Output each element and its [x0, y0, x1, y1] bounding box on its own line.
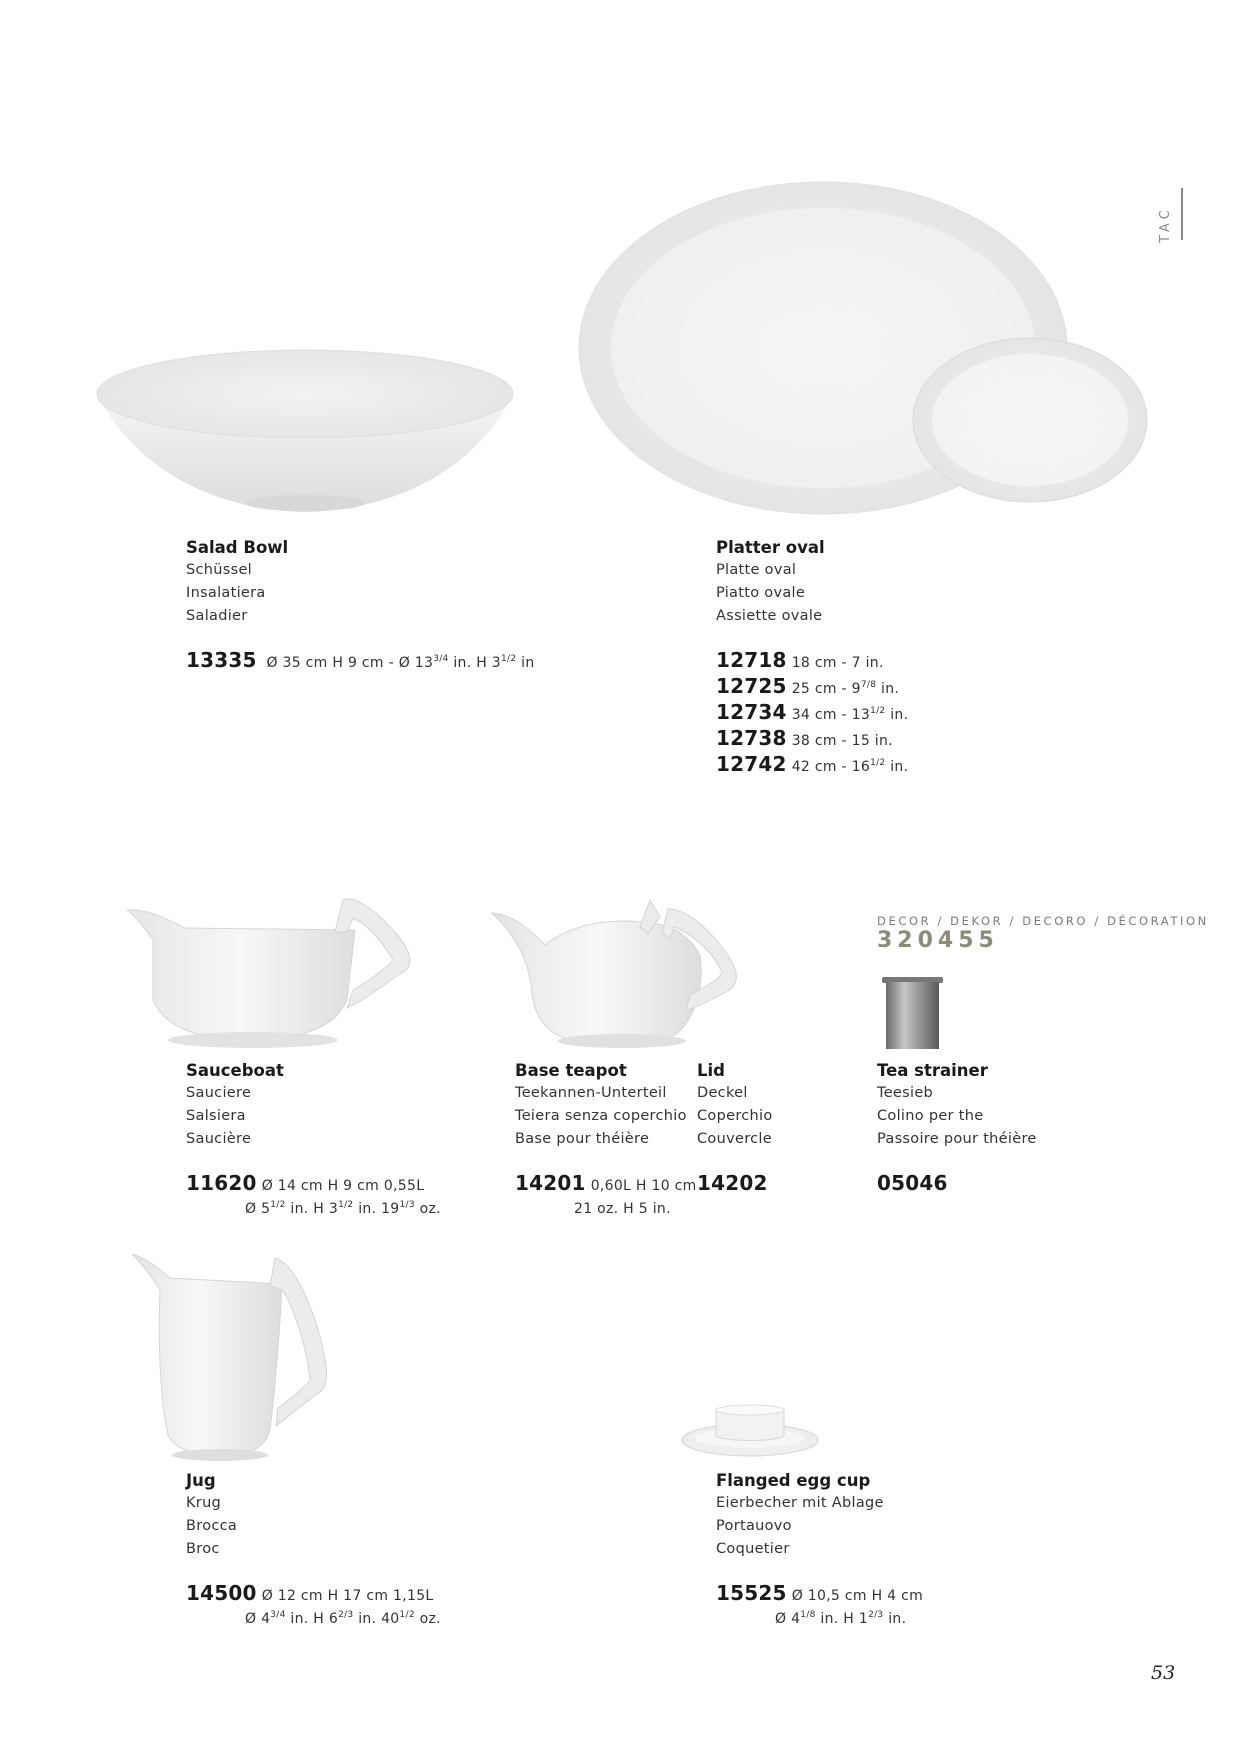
product-name: Sauceboat [186, 1061, 284, 1080]
side-tab-rule [1181, 188, 1183, 240]
translation: Couvercle [697, 1131, 772, 1147]
salad-bowl-image [95, 350, 515, 520]
translation: Platte oval [716, 562, 797, 578]
article-number: 13335 [186, 648, 257, 672]
article-number: 15525 [716, 1581, 787, 1605]
salad-bowl-block [186, 536, 535, 675]
article-row [186, 1582, 441, 1608]
product-name: Lid [697, 1061, 725, 1080]
dimensions-imperial: Ø $4^{1/8}$ in. H $1^{2/3}$ in. [775, 1610, 907, 1627]
translation: Piatto ovale [716, 585, 806, 601]
dimensions: 25 cm - $9^{7/8}$ in. [791, 680, 900, 697]
translation: Coperchio [697, 1108, 773, 1124]
translation: Saucière [186, 1131, 252, 1147]
side-tab-label: TAC [1158, 206, 1173, 243]
article-row [877, 1172, 1037, 1196]
product-name: Base teapot [515, 1061, 627, 1080]
translation: Brocca [186, 1518, 238, 1534]
translation: Coquetier [716, 1541, 790, 1557]
article-number: 12725 [716, 674, 787, 698]
article-number: 11620 [186, 1171, 257, 1195]
decor-number: 320455 [877, 928, 999, 953]
article-row [716, 649, 908, 675]
translation: Sauciere [186, 1085, 252, 1101]
sauceboat-image [125, 890, 415, 1050]
translation: Schüssel [186, 562, 253, 578]
article-number: 12742 [716, 752, 787, 776]
product-name: Tea strainer [877, 1061, 988, 1080]
decor-label: DECOR / DEKOR / DECORO / DÉCORATION [877, 914, 1209, 928]
dimensions-imperial: Ø $5^{1/2}$ in. H $3^{1/2}$ in. $19^{1/3}$ oz. [245, 1200, 441, 1217]
translation: Teiera senza coperchio [515, 1108, 687, 1124]
jug-block [186, 1469, 441, 1631]
article-row [716, 675, 908, 701]
translation: Assiette ovale [716, 608, 823, 624]
dimensions-metric: Ø 10,5 cm H 4 cm [791, 1588, 924, 1604]
jug-image [130, 1250, 360, 1465]
dimensions: 38 cm - 15 in. [791, 733, 893, 749]
dimensions: 18 cm - 7 in. [791, 655, 884, 671]
translation: Portauovo [716, 1518, 792, 1534]
translation: Krug [186, 1495, 222, 1511]
dimensions-metric: Ø 12 cm H 17 cm 1,15L [261, 1588, 434, 1604]
dimensions-metric: Ø 14 cm H 9 cm 0,55L [261, 1178, 425, 1194]
product-name: Jug [186, 1471, 216, 1490]
article-row [697, 1172, 773, 1196]
egg-cup-image [680, 1402, 820, 1462]
article-number: 12738 [716, 726, 787, 750]
translation: Broc [186, 1541, 220, 1557]
dimensions-imperial: 21 oz. H 5 in. [574, 1201, 671, 1217]
translation: Deckel [697, 1085, 748, 1101]
dimensions: 42 cm - $16^{1/2}$ in. [791, 758, 909, 775]
article-row [716, 727, 908, 753]
article-number: 14202 [697, 1171, 768, 1195]
article-row [716, 701, 908, 727]
product-name: Flanged egg cup [716, 1471, 871, 1490]
tea-strainer-block [877, 1059, 1037, 1196]
egg-cup-block [716, 1469, 923, 1631]
translation: Teesieb [877, 1085, 934, 1101]
translation: Insalatiera [186, 585, 266, 601]
translation: Salsiera [186, 1108, 246, 1124]
product-name: Salad Bowl [186, 538, 289, 557]
lid-block [697, 1059, 773, 1196]
dimensions-imperial: Ø $4^{3/4}$ in. H $6^{2/3}$ in. $40^{1/2}$ oz. [245, 1610, 441, 1627]
article-number: 12718 [716, 648, 787, 672]
sauceboat-block [186, 1059, 441, 1221]
article-row [186, 649, 535, 675]
article-row [716, 753, 908, 779]
article-number: 12734 [716, 700, 787, 724]
dimensions: Ø 35 cm H 9 cm - Ø $13^{3/4}$ in. H $3^{1/2}$ in [266, 654, 535, 671]
base-teapot-image [490, 895, 760, 1055]
article-row [515, 1172, 697, 1198]
article-number: 14201 [515, 1171, 586, 1195]
translation: Eierbecher mit Ablage [716, 1495, 884, 1511]
article-row [186, 1172, 441, 1198]
article-number: 14500 [186, 1581, 257, 1605]
translation: Colino per the [877, 1108, 984, 1124]
translation: Teekannen-Unterteil [515, 1085, 667, 1101]
dimensions: 34 cm - $13^{1/2}$ in. [791, 706, 909, 723]
translation: Passoire pour théière [877, 1131, 1037, 1147]
translation: Base pour théière [515, 1131, 650, 1147]
tea-strainer-image [880, 975, 945, 1050]
translation: Saladier [186, 608, 248, 624]
article-row [716, 1582, 923, 1608]
dimensions-metric: 0,60L H 10 cm [590, 1178, 697, 1194]
base-teapot-block [515, 1059, 697, 1221]
page-number: 53 [1151, 1662, 1176, 1684]
article-number: 05046 [877, 1171, 948, 1195]
platter-oval-image [578, 178, 1148, 518]
product-name: Platter oval [716, 538, 825, 557]
platter-oval-block [716, 536, 908, 779]
